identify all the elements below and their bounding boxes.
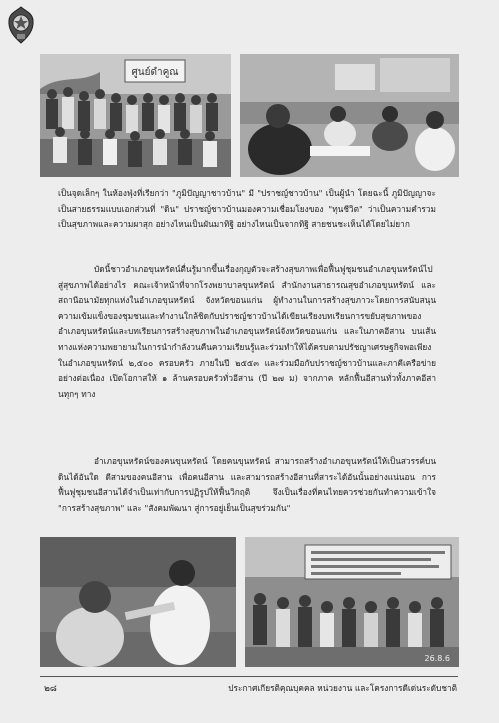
photo-sign-text: ศูนย์ดำคูณ [131,67,179,78]
footer-divider [40,676,458,677]
community-event-photo [245,537,459,667]
paragraph-intro: เป็นจุดเล็กๆ ในห้องฟุ่งที่เรียกว่า "ภูมิปัญญาชาวบ้าน" มี "ปราชญ์ชาวบ้าน" เป็นผู้นำ โดยฉะนี้ ภูมิปัญญาจะเป็นสายธรรมแบบเอกส่วนที่ "ดิน" ปราชญ์ชาวบ้านมองความเชื่อมโยงของ "ทุนชีวิต" ว่าเป็นความคำรวม เป็นสุขภาพและความผาสุก อย่างไหนเป็นผันมาทิฐิ อย่างไหนเป็นจากทิฐิ สายชนชะเห็นได้โดยไม่ยาก [58,188,436,230]
meeting-photo [240,54,459,177]
seal-emblem-icon [6,6,36,44]
paragraph-closing: อำเภอขุนหรัตน์ของคนขุนหรัตน์ โดยคนขุนหรัตน์ สามารถสร้างอำเภอขุนหรัตน์ให้เป็นสวรรค์บนดินได้อันใด ดีสามของคนอีสาน เพื่อคนอีสาน และสามารถสร้างอีสานที่สาระได้อันนั้นอย่างแน่นอน การฟื้นฟูชุมชนอีสานได้จำเป็นเท่ากับการปฏิรูปให้ฟื้นวิกฤติ จึงเป็นเรื่องที่คนไทยควรช่วยกันทำความเข้าใจ "การสร้างสุขภาพ" และ "สังคมพัฒนา สู่การอยู่เย็นเป็นสุขร่วมกัน" [58,456,436,513]
photo-date-stamp: 26.8.6 [424,654,450,663]
group-photo [40,54,231,177]
health-visit-photo [40,537,236,667]
page-number: ๒๘ [44,684,57,694]
footer-title: ประกาศเกียรติคุณบุคคล หน่วยงาน และโครงการดีเด่นระดับชาติ [228,683,457,693]
paragraph-main: บัดนี้ชาวอำเภอขุนหรัตน์ตื่นรู้มากขึ้นเรื่องกุญตัวจะสร้างสุขภาพเพื่อฟื้นฟูชุมชนอำเภอขุนหรัตน์ไปสู่สุขภาพได้อย่างไร คณะเจ้าหน้าที่จากโรงพยาบาลขุนหรัตน์ สำนักงานสาธารณสุขอำเภอขุนหรัตน์ และสถานีอนามัยทุกแห่งในอำเภอขุนหรัตน์ จังหวัดขอนแก่น ผู้ทำงานในการสร้างสุขภาวะโดยการสนับสนุนความเข้มแข็งของชุมชนและทำงานใกล้ชิดกับปราชญ์ชาวบ้านได้เขียนเรียงบทเรียนการขยับสุขภาพของอำเภอขุนหรัตน์และบทเรียนการสร้างสุขภาพในอำเภอขุนหรัตน์จังหวัดขอนแก่น และในภาคอีสาน บนเส้นทางแห่งความพยายามในการนำกำลังวนคืนความเรียนรู้และร่วมทำให้ได้ครบตามปรัชญาเศรษฐกิจพอเพียงในอำเภอขุนหรัตน์ ๒,๕๐๐ ครอบครัว ภายในปี ๒๕๕๓ และร่วมมือกับปราชญ์ชาวบ้านและภาคีเครือข่ายอย่างต่อเนื่อง เปิดโอกาสให้ ๑ ล้านครอบครัวทั่วอีสาน (ปี ๒๗ ม) จากภาค หลักฟื้นอีสานทั่วทั้งภาคอีสานทุกๆ ทาง [58,264,436,399]
